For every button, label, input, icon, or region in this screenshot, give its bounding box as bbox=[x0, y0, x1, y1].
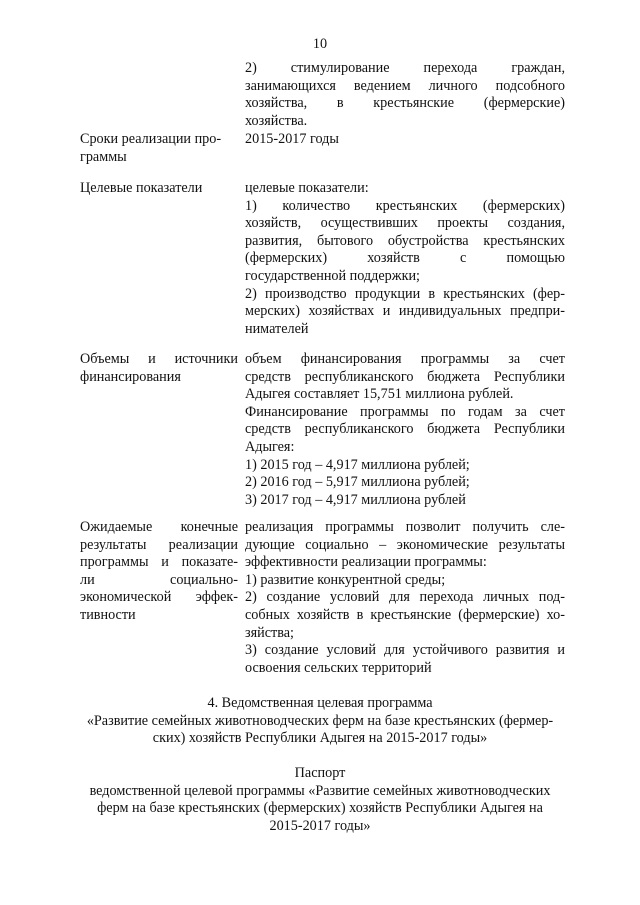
row-label bbox=[80, 131, 238, 166]
passport-title-line: ферм на базе крестьянских (фермерских) хозяйств Республики Адыгея на bbox=[97, 800, 543, 817]
passport-title-line: 2015-2017 годы» bbox=[269, 817, 371, 834]
label-line: Объемы и источники bbox=[80, 351, 238, 367]
content-line: эффективности реализации программы: bbox=[245, 554, 487, 571]
content-line: занимающихся ведением личного подсобного bbox=[245, 77, 565, 94]
label-line: граммы bbox=[80, 148, 127, 165]
content-line: 3) создание условий для устойчивого развития и bbox=[245, 642, 565, 659]
row-content bbox=[245, 131, 565, 149]
label-line: результаты реализации bbox=[80, 536, 238, 553]
label-line: Целевые показатели bbox=[80, 180, 203, 196]
passport-title-line: ведомственной целевой программы «Развитие семейных животноводческих bbox=[89, 782, 551, 799]
section-title-line: ских) хозяйств Республики Адыгея на 2015-2017 годы» bbox=[152, 730, 488, 747]
content-line: средств республиканского бюджета Республики bbox=[245, 368, 565, 385]
label-line: тивности bbox=[80, 606, 136, 623]
content-line: реализация программы позволит получить сле- bbox=[245, 519, 565, 535]
label-line: Ожидаемые конечные bbox=[80, 519, 238, 535]
row-content bbox=[245, 60, 565, 130]
content-line: 1) 2015 год – 4,917 миллиона рублей; bbox=[245, 456, 470, 473]
section-title-line: «Развитие семейных животноводческих ферм на базе крестьянских (фермер- bbox=[86, 712, 554, 729]
content-line: 2) создание условий для перехода личных под- bbox=[245, 589, 565, 606]
passport-heading: Паспорт bbox=[294, 765, 346, 781]
content-line: 2015-2017 годы bbox=[245, 131, 339, 147]
content-line: 1) развитие конкурентной среды; bbox=[245, 571, 446, 588]
row-content bbox=[245, 519, 565, 677]
content-line: хозяйства. bbox=[245, 112, 308, 129]
content-line: собных хозяйств в крестьянские (фермерские) хо- bbox=[245, 606, 565, 623]
content-line: Адыгея составляет 15,751 миллиона рублей. bbox=[245, 386, 514, 403]
content-line: 1) количество крестьянских (фермерских) bbox=[245, 197, 565, 214]
content-line: освоения сельских территорий bbox=[245, 659, 432, 676]
row-content bbox=[245, 351, 565, 509]
row-label bbox=[80, 519, 238, 625]
content-line: государственной поддержки; bbox=[245, 267, 420, 284]
label-line: финансирования bbox=[80, 368, 181, 385]
label-line: ли социально- bbox=[80, 571, 238, 588]
section-heading-block bbox=[60, 695, 580, 748]
content-line: целевые показатели: bbox=[245, 180, 369, 196]
row-content bbox=[245, 180, 565, 338]
content-line: дующие социально – экономические результаты bbox=[245, 536, 565, 553]
row-label bbox=[80, 351, 238, 386]
page-number: 10 bbox=[312, 36, 328, 52]
content-line: 2) 2016 год – 5,917 миллиона рублей; bbox=[245, 474, 470, 491]
content-line: объем финансирования программы за счет bbox=[245, 351, 565, 367]
content-line: Адыгея: bbox=[245, 438, 295, 455]
passport-block bbox=[60, 765, 580, 835]
label-line: экономической эффек- bbox=[80, 589, 238, 606]
content-line: хозяйств, осуществивших проекты создания, bbox=[245, 215, 565, 232]
content-line: Финансирование программы по годам за счет bbox=[245, 403, 565, 420]
label-line: программы и показате- bbox=[80, 554, 238, 571]
content-line: 2) стимулирование перехода граждан, bbox=[245, 60, 565, 76]
content-line: развития, бытового обустройства крестьянских bbox=[245, 232, 565, 249]
content-line: мерских) хозяйствах и индивидуальных предпри- bbox=[245, 303, 565, 320]
row-label bbox=[80, 180, 238, 198]
label-line: Сроки реализации про- bbox=[80, 131, 222, 147]
section-heading: 4. Ведомственная целевая программа bbox=[207, 695, 433, 711]
content-line: 2) производство продукции в крестьянских (фер- bbox=[245, 285, 565, 302]
content-line: хозяйства, в крестьянские (фермерские) bbox=[245, 95, 565, 112]
content-line: зяйства; bbox=[245, 624, 294, 641]
content-line: 3) 2017 год – 4,917 миллиона рублей bbox=[245, 491, 466, 508]
content-line: (фермерских) хозяйств с помощью bbox=[245, 250, 565, 267]
content-line: нимателей bbox=[245, 320, 309, 337]
content-line: средств республиканского бюджета Республики bbox=[245, 421, 565, 438]
